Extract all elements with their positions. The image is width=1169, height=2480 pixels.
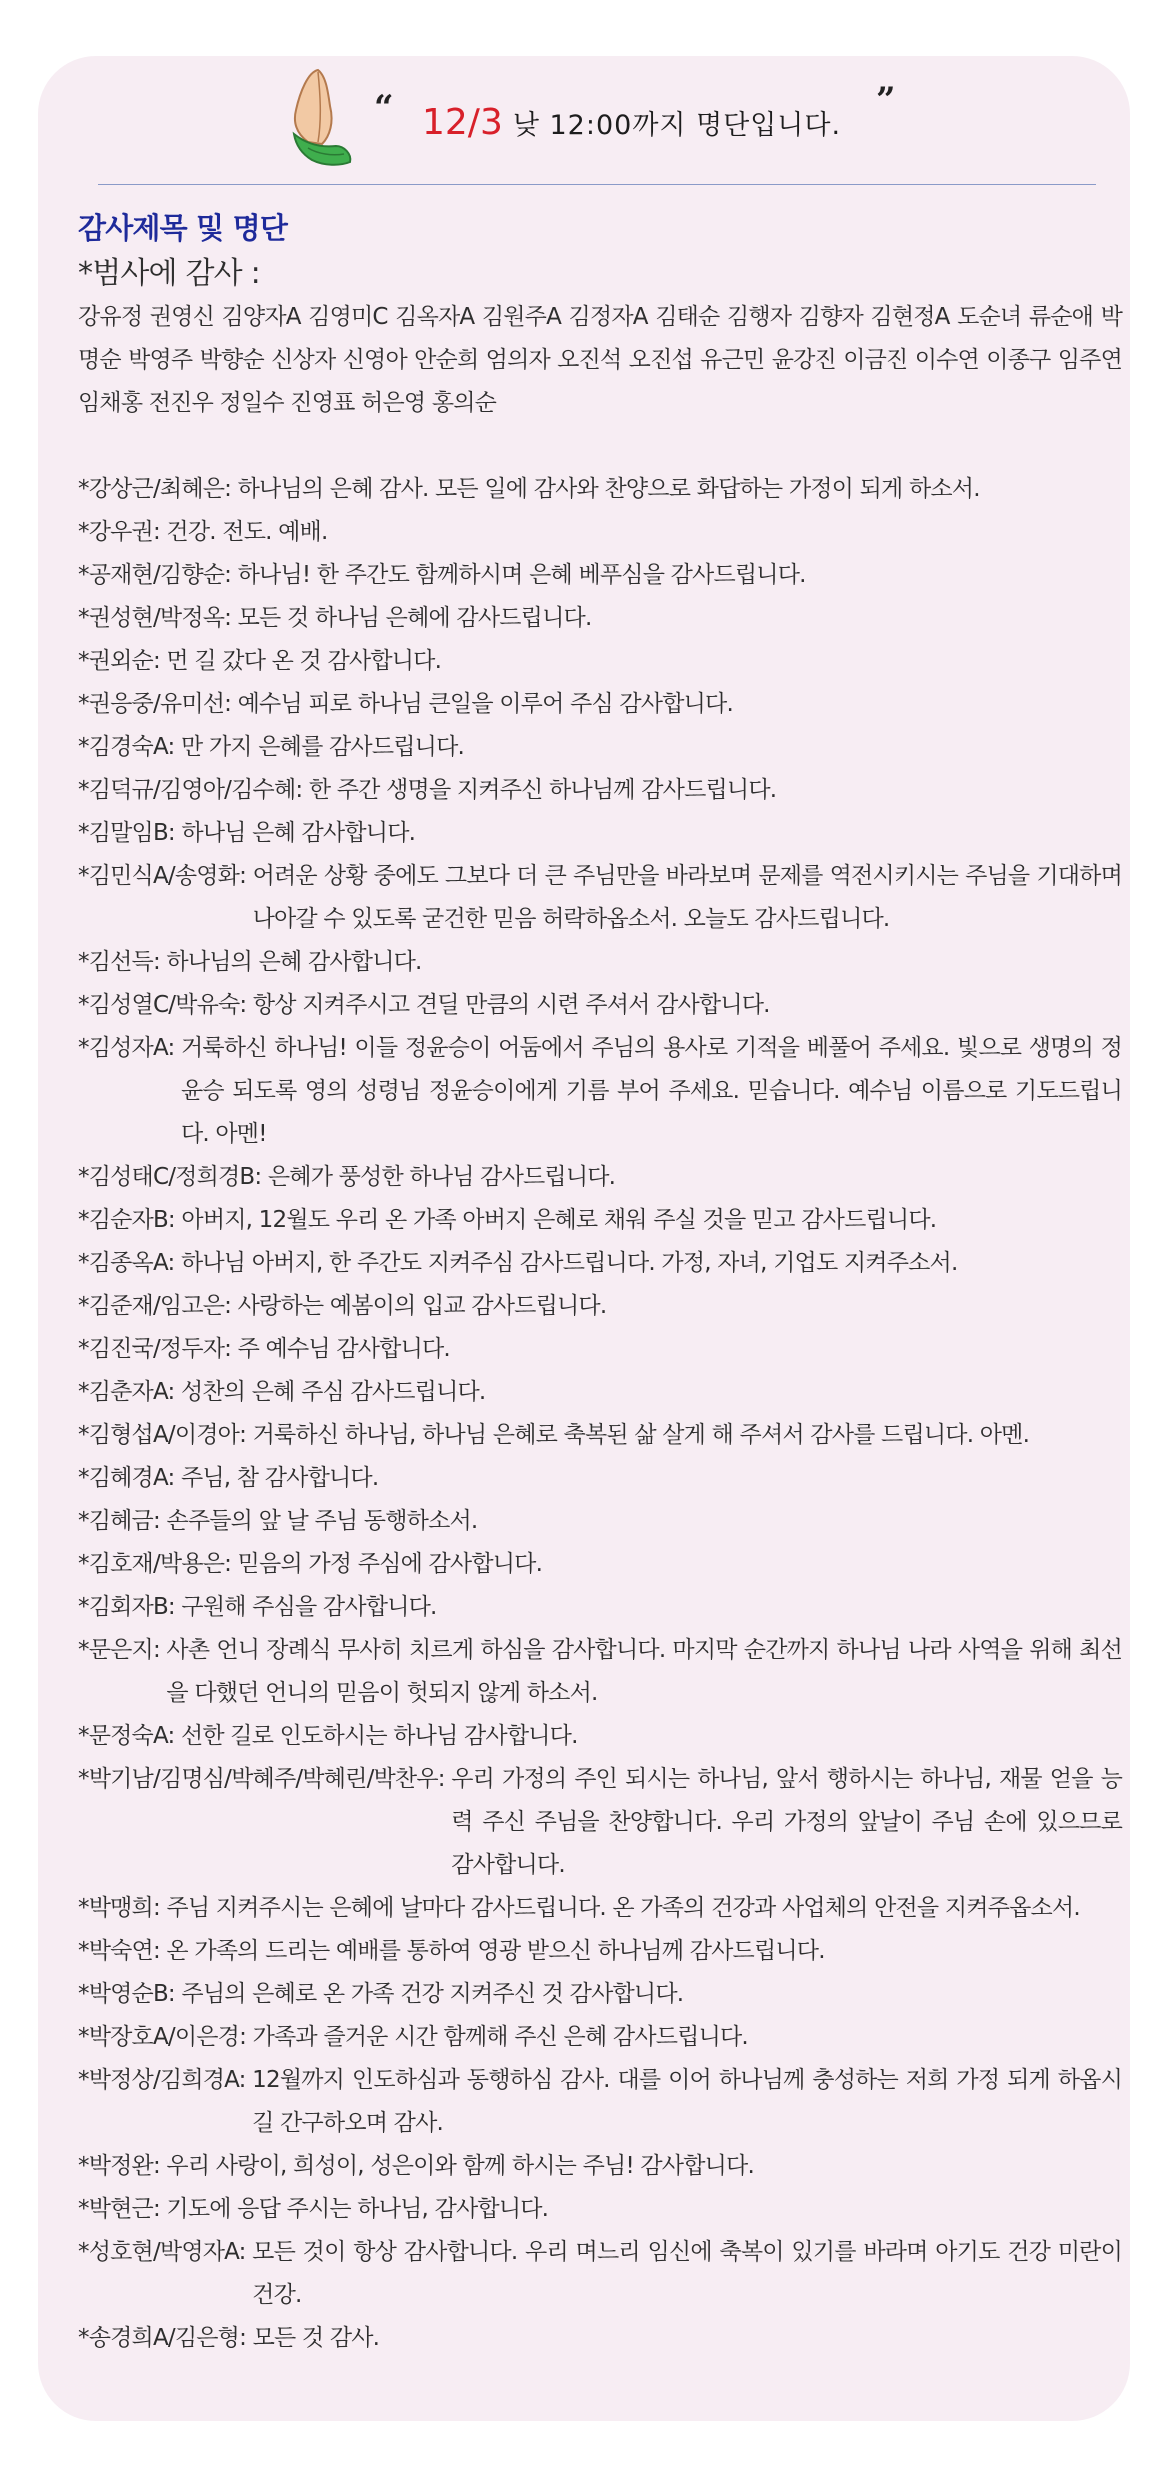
list-item	[78, 1930, 1122, 1973]
list-item	[78, 468, 1122, 511]
entry-text: 12월까지 인도하심과 동행하심 감사. 대를 이어 하나님께 충성하는 저희 가정 되게 하옵시길 간구하오며 감사.	[252, 2067, 1122, 2136]
entry-text: 사촌 언니 장례식 무사히 치르게 하심을 감사합니다. 마지막 순간까지 하나님 나라 사역을 위해 최선을 다했던 언니의 믿음이 헛되지 않게 하소서.	[166, 1637, 1122, 1706]
entry-text: 모든 것 감사.	[252, 2325, 380, 2351]
entry-text: 예수님 피로 하나님 큰일을 이루어 주심 감사합니다.	[237, 691, 733, 717]
list-item	[78, 1586, 1122, 1629]
entry-text: 주님의 은혜로 온 가족 건강 지켜주신 것 감사합니다.	[181, 1981, 684, 2007]
entry-text: 구원해 주심을 감사합니다.	[181, 1594, 437, 1620]
list-item	[78, 2317, 1122, 2360]
entry-name: *김순자B:	[78, 1207, 175, 1233]
entry-text: 항상 지켜주시고 견딜 만큼의 시련 주셔서 감사합니다.	[252, 992, 770, 1018]
entry-name: *박맹희:	[78, 1895, 160, 1921]
list-item	[78, 597, 1122, 640]
section-subtitle: *범사에 감사 :	[78, 256, 260, 291]
entry-text: 은혜가 풍성한 하나님 감사드립니다.	[267, 1164, 616, 1190]
entry-name: *김경숙A:	[78, 734, 175, 760]
list-item	[78, 2016, 1122, 2059]
entry-name: *김민식A/송영화:	[78, 863, 247, 889]
entry-text: 주 예수님 감사합니다.	[237, 1336, 450, 1362]
list-item	[78, 1500, 1122, 1543]
entries-list	[78, 468, 1122, 2360]
list-item	[78, 1242, 1122, 1285]
entry-text: 사랑하는 예봄이의 입교 감사드립니다.	[237, 1293, 607, 1319]
list-item	[78, 769, 1122, 812]
list-item	[78, 1758, 1122, 1887]
notice-header	[38, 56, 1130, 181]
list-item	[78, 984, 1122, 1027]
list-item	[78, 1285, 1122, 1328]
entry-name: *성호현/박영자A:	[78, 2239, 246, 2265]
entry-name: *김준재/임고은:	[78, 1293, 232, 1319]
entry-text: 건강. 전도. 예배.	[166, 519, 328, 545]
entry-text: 거룩하신 하나님, 하나님 은혜로 축복된 삶 살게 해 주셔서 감사를 드립니다. 아멘.	[252, 1422, 1030, 1448]
entry-text: 가족과 즐거운 시간 함께해 주신 은혜 감사드립니다.	[252, 2024, 748, 2050]
entry-name: *김종옥A:	[78, 1250, 175, 1276]
entry-name: *박영순B:	[78, 1981, 175, 2007]
prayer-card	[38, 56, 1130, 2421]
entry-text: 하나님 은혜 감사합니다.	[181, 820, 416, 846]
list-item	[78, 941, 1122, 984]
entry-text: 하나님의 은혜 감사합니다.	[166, 949, 422, 975]
entry-name: *문정숙A:	[78, 1723, 175, 1749]
entry-text: 한 주간 생명을 지켜주신 하나님께 감사드립니다.	[308, 777, 777, 803]
closing-quote: ”	[876, 80, 896, 120]
entry-text: 손주들의 앞 날 주님 동행하소서.	[166, 1508, 478, 1534]
list-item	[78, 640, 1122, 683]
entry-name: *김덕규/김영아/김수혜:	[78, 777, 303, 803]
list-item	[78, 855, 1122, 941]
entry-text: 거룩하신 하나님! 이들 정윤승이 어둠에서 주님의 용사로 기적을 베풀어 주세요. 빛으로 생명의 정윤승 되도록 영의 성령님 정윤승이에게 기름 부어 주세요. 믿습니다. 예수님 이름으로 기도드립니다. 아멘!	[180, 1035, 1122, 1147]
entry-text: 하나님의 은혜 감사. 모든 일에 감사와 찬양으로 화답하는 가정이 되게 하소서.	[237, 476, 980, 502]
entry-name: *김성태C/정희경B:	[78, 1164, 262, 1190]
entry-name: *김호재/박용은:	[78, 1551, 232, 1577]
list-item	[78, 1715, 1122, 1758]
entry-name: *박기남/김명심/박혜주/박혜린/박찬우:	[78, 1766, 445, 1792]
list-item	[78, 1973, 1122, 2016]
list-item	[78, 812, 1122, 855]
list-item	[78, 511, 1122, 554]
entry-text: 먼 길 갔다 온 것 감사합니다.	[166, 648, 442, 674]
list-item	[78, 683, 1122, 726]
list-item	[78, 1371, 1122, 1414]
entry-name: *박장호A/이은경:	[78, 2024, 247, 2050]
list-item	[78, 1027, 1122, 1156]
entry-name: *김회자B:	[78, 1594, 175, 1620]
entry-text: 믿음의 가정 주심에 감사합니다.	[237, 1551, 543, 1577]
entry-text: 우리 사랑이, 희성이, 성은이와 함께 하시는 주님! 감사합니다.	[166, 2153, 754, 2179]
entry-text: 어려운 상황 중에도 그보다 더 큰 주님만을 바라보며 문제를 역전시키시는 주님을 기대하며 나아갈 수 있도록 굳건한 믿음 허락하옵소서. 오늘도 감사드립니다.	[252, 863, 1122, 932]
entry-text: 만 가지 은혜를 감사드립니다.	[180, 734, 465, 760]
list-item	[78, 554, 1122, 597]
entry-text: 아버지, 12월도 우리 온 가족 아버지 은혜로 채워 주실 것을 믿고 감사드립니다.	[181, 1207, 937, 1233]
list-item	[78, 726, 1122, 769]
entry-text: 선한 길로 인도하시는 하나님 감사합니다.	[180, 1723, 578, 1749]
entry-name: *김춘자A:	[78, 1379, 175, 1405]
entry-name: *김말임B:	[78, 820, 175, 846]
notice-text	[422, 102, 841, 143]
entry-name: *박현근:	[78, 2196, 160, 2222]
entry-text: 모든 것 하나님 은혜에 감사드립니다.	[237, 605, 592, 631]
entry-name: *권외순:	[78, 648, 160, 674]
list-item	[78, 2059, 1122, 2145]
list-item	[78, 1543, 1122, 1586]
entry-name: *강상근/최혜은:	[78, 476, 232, 502]
list-item	[78, 1199, 1122, 1242]
entry-name: *김형섭A/이경아:	[78, 1422, 247, 1448]
entry-name: *박숙연:	[78, 1938, 160, 1964]
praying-hands-icon	[278, 62, 358, 172]
divider	[98, 184, 1096, 185]
list-item	[78, 1414, 1122, 1457]
list-item	[78, 2145, 1122, 2188]
entry-name: *김혜경A:	[78, 1465, 175, 1491]
entry-text: 주님 지켜주시는 은혜에 날마다 감사드립니다. 온 가족의 건강과 사업체의 안전을 지켜주옵소서.	[166, 1895, 1080, 1921]
entry-name: *문은지:	[78, 1637, 160, 1663]
list-item	[78, 1457, 1122, 1500]
entry-name: *김혜금:	[78, 1508, 160, 1534]
list-item	[78, 1328, 1122, 1371]
entry-name: *권성현/박정옥:	[78, 605, 232, 631]
entry-name: *김성자A:	[78, 1035, 175, 1061]
notice-time: 낮 12:00까지 명단입니다.	[512, 110, 842, 141]
entry-text: 우리 가정의 주인 되시는 하나님, 앞서 행하시는 하나님, 재물 얻을 능력 주신 주님을 찬양합니다. 우리 가정의 앞날이 주님 손에 있으므로 감사합니다.	[451, 1766, 1122, 1878]
names-list: 강유정 권영신 김양자A 김영미C 김옥자A 김원주A 김정자A 김태순 김행자 김향자 김현정A 도순녀 류순애 박명순 박영주 박향순 신상자 신영아 안순희 엄의자 오진석 오진섭 유근민 윤강진 이금진 이수연 이종구 임주연 임채홍 전진우 정일수 진영표 허은영 홍의순	[78, 304, 1122, 416]
content	[78, 208, 1122, 2360]
list-item	[78, 2188, 1122, 2231]
entry-name: *강우권:	[78, 519, 160, 545]
entry-text: 모든 것이 항상 감사합니다. 우리 며느리 임신에 축복이 있기를 바라며 아기도 건강 미란이 건강.	[252, 2239, 1122, 2308]
entry-text: 하나님! 한 주간도 함께하시며 은혜 베푸심을 감사드립니다.	[237, 562, 806, 588]
list-item	[78, 2231, 1122, 2317]
entry-text: 기도에 응답 주시는 하나님, 감사합니다.	[166, 2196, 549, 2222]
entry-name: *김선득:	[78, 949, 160, 975]
entry-name: *공재현/김향순:	[78, 562, 232, 588]
section-title: 감사제목 및 명단	[78, 211, 288, 245]
entry-name: *송경희A/김은형:	[78, 2325, 247, 2351]
entry-text: 하나님 아버지, 한 주간도 지켜주심 감사드립니다. 가정, 자녀, 기업도 지켜주소서.	[180, 1250, 958, 1276]
entry-name: *박정완:	[78, 2153, 160, 2179]
entry-name: *박정상/김희경A:	[78, 2067, 246, 2093]
entry-text: 성찬의 은혜 주심 감사드립니다.	[180, 1379, 486, 1405]
entry-text: 주님, 참 감사합니다.	[180, 1465, 379, 1491]
list-item	[78, 1156, 1122, 1199]
entry-name: *김진국/정두자:	[78, 1336, 232, 1362]
list-item	[78, 1629, 1122, 1715]
opening-quote: “	[374, 88, 394, 128]
entry-text: 온 가족의 드리는 예배를 통하여 영광 받으신 하나님께 감사드립니다.	[166, 1938, 825, 1964]
entry-name: *권응중/유미선:	[78, 691, 232, 717]
entry-name: *김성열C/박유숙:	[78, 992, 247, 1018]
list-item	[78, 1887, 1122, 1930]
notice-date: 12/3	[422, 102, 503, 143]
